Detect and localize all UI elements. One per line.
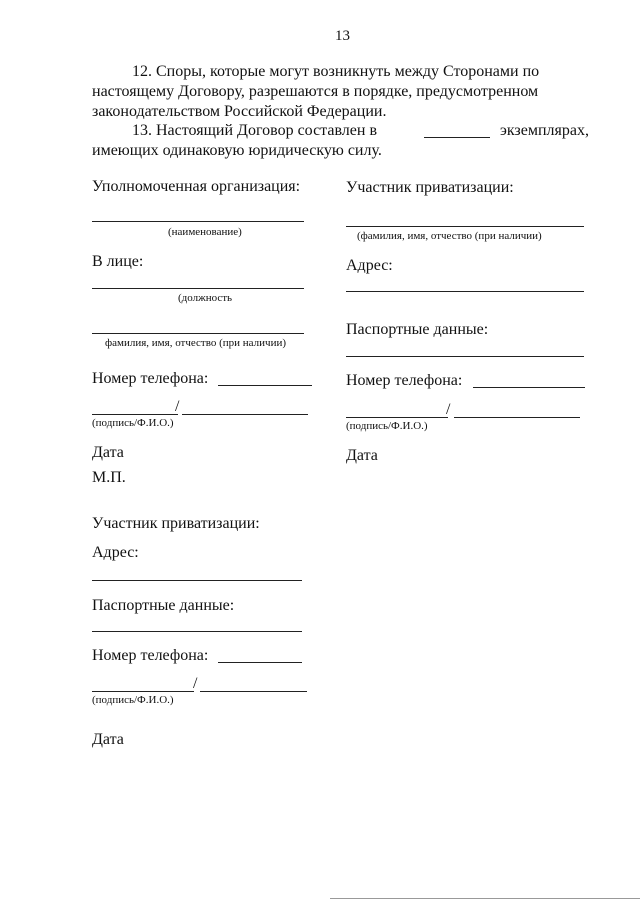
org-title: Уполномоченная организация: xyxy=(92,178,301,195)
address-field-right[interactable] xyxy=(346,291,584,292)
org-name-caption: (наименование) xyxy=(168,226,242,238)
participant-fio-caption-right: (фамилия, имя, отчество (при наличии) xyxy=(357,230,542,242)
clause-13-line-2: имеющих одинаковую юридическую силу. xyxy=(92,142,382,159)
signature-slash-bottom: / xyxy=(193,675,198,692)
address-label-bottom: Адрес: xyxy=(92,544,139,561)
passport-label-right: Паспортные данные: xyxy=(346,321,489,338)
signature-slash-right: / xyxy=(446,401,451,418)
participant-title-right: Участник приватизации: xyxy=(346,179,514,196)
address-field-bottom[interactable] xyxy=(92,580,302,581)
org-name-field[interactable] xyxy=(92,221,304,222)
signature-field-right[interactable] xyxy=(346,417,448,418)
org-signature-slash: / xyxy=(175,398,180,415)
phone-label-bottom: Номер телефона: xyxy=(92,647,209,664)
clause-12-line-3: законодательством Российской Федерации. xyxy=(92,103,387,120)
clause-13-line-1: 13. Настоящий Договор составлен в xyxy=(132,122,377,139)
representative-fio-field[interactable] xyxy=(92,333,304,334)
org-phone-label: Номер телефона: xyxy=(92,370,209,387)
clause-13-copies-word: экземплярах, xyxy=(500,122,589,139)
phone-label-right: Номер телефона: xyxy=(346,372,463,389)
in-person-label: В лице: xyxy=(92,253,144,270)
date-label-bottom: Дата xyxy=(92,731,124,748)
clause-12-line-1: 12. Споры, которые могут возникнуть между Сторонами по xyxy=(132,63,540,80)
position-caption: (должность xyxy=(178,292,233,304)
phone-field-bottom[interactable] xyxy=(218,662,302,663)
passport-field-bottom[interactable] xyxy=(92,631,302,632)
clause-12-line-2: настоящему Договору, разрешаются в порядке, предусмотренном xyxy=(92,83,539,100)
position-field[interactable] xyxy=(92,288,304,289)
participant-title-bottom: Участник приватизации: xyxy=(92,515,260,532)
copies-count-blank[interactable] xyxy=(424,137,490,138)
org-signer-name-field[interactable] xyxy=(182,414,308,415)
org-phone-field[interactable] xyxy=(218,385,312,386)
scan-page-edge xyxy=(330,898,640,899)
org-date-label: Дата xyxy=(92,444,124,461)
passport-field-right[interactable] xyxy=(346,356,584,357)
passport-label-bottom: Паспортные данные: xyxy=(92,597,235,614)
representative-fio-caption: фамилия, имя, отчество (при наличии) xyxy=(105,337,287,349)
participant-fio-field-right[interactable] xyxy=(346,226,584,227)
signer-name-field-bottom[interactable] xyxy=(200,691,307,692)
signature-caption-right: (подпись/Ф.И.О.) xyxy=(346,420,428,432)
org-signature-caption: (подпись/Ф.И.О.) xyxy=(92,417,174,429)
signature-caption-bottom: (подпись/Ф.И.О.) xyxy=(92,694,174,706)
date-label-right: Дата xyxy=(346,447,378,464)
stamp-label: М.П. xyxy=(92,469,126,486)
org-signature-field[interactable] xyxy=(92,414,178,415)
page-number: 13 xyxy=(335,28,350,44)
address-label-right: Адрес: xyxy=(346,257,393,274)
signature-field-bottom[interactable] xyxy=(92,691,194,692)
signer-name-field-right[interactable] xyxy=(454,417,580,418)
phone-field-right[interactable] xyxy=(473,387,585,388)
